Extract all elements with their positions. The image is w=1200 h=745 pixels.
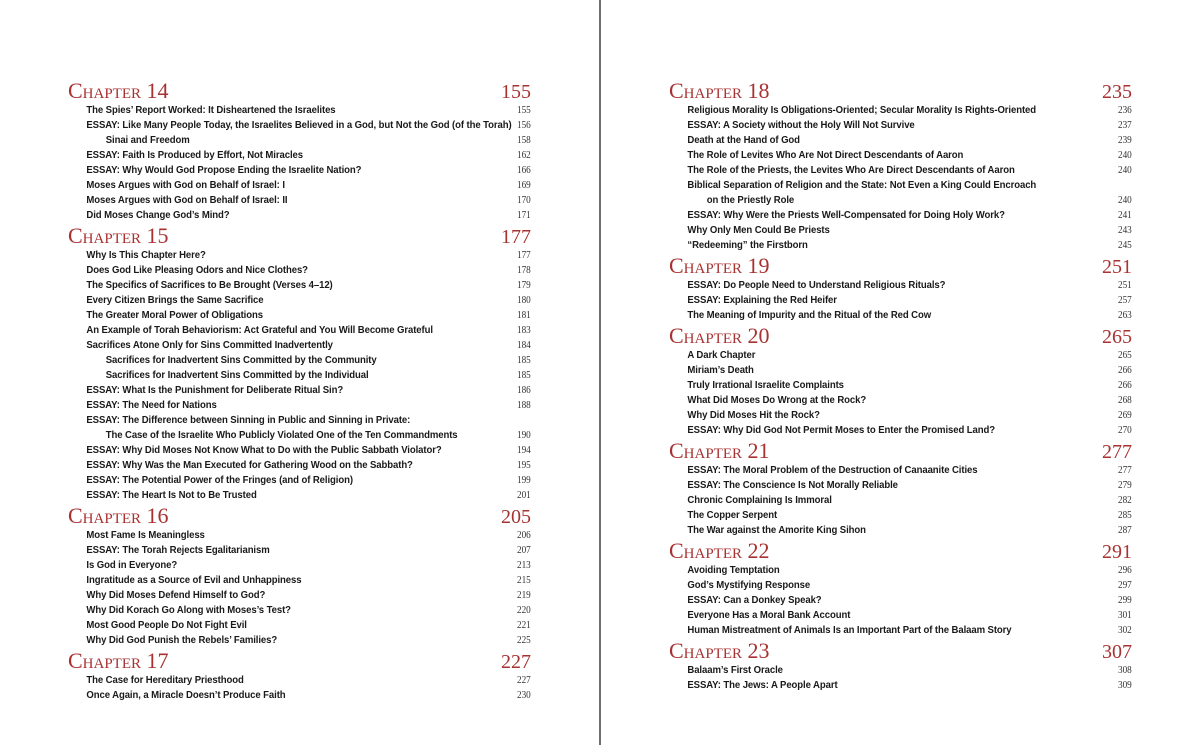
toc-entry-title: The Role of the Priests, the Levites Who Are Direct Descendants of Aaron [687, 165, 1015, 176]
toc-entry[interactable] [68, 323, 531, 338]
toc-entry[interactable] [68, 178, 531, 193]
right-page [601, 0, 1200, 745]
toc-entry[interactable] [669, 678, 1132, 693]
toc-entry-page: 309 [1118, 680, 1132, 691]
toc-entry-page: 166 [517, 165, 531, 176]
toc-entry-page: 190 [517, 430, 531, 441]
toc-entry-page: 219 [517, 590, 531, 601]
toc-entry-page: 243 [1118, 225, 1132, 236]
toc-entry-page: 270 [1118, 425, 1132, 436]
toc-entry-title: ESSAY: Why Were the Priests Well-Compensated for Doing Holy Work? [687, 210, 1005, 221]
toc-entry[interactable] [68, 588, 531, 603]
toc-entry-title: Balaam’s First Oracle [687, 665, 783, 676]
chapter-title: Chapter 16 [68, 503, 169, 528]
toc-entry-title: ESSAY: Why Would God Propose Ending the Israelite Nation? [86, 165, 362, 176]
toc-entry[interactable] [68, 398, 531, 413]
toc-entry-title: ESSAY: Why Did God Not Permit Moses to Enter the Promised Land? [687, 425, 995, 436]
toc-entry-title: The War against the Amorite King Sihon [687, 525, 866, 536]
toc-entry-title: Chronic Complaining Is Immoral [687, 495, 832, 506]
toc-entry[interactable] [669, 278, 1132, 293]
toc-entry-page: 257 [1118, 295, 1132, 306]
toc-entry-title: Why Did Korach Go Along with Moses’s Test? [86, 605, 291, 616]
toc-entry[interactable] [68, 603, 531, 618]
chapter-heading [68, 80, 531, 103]
toc-entry-page: 268 [1118, 395, 1132, 406]
toc-entry-page: 279 [1118, 480, 1132, 491]
toc-entry-title: Why Is This Chapter Here? [86, 250, 206, 261]
toc-entry[interactable] [669, 208, 1132, 223]
toc-entry-title: ESSAY: Faith Is Produced by Effort, Not Miracles [86, 150, 303, 161]
chapter-page-number: 251 [1102, 256, 1132, 278]
chapter-block [669, 325, 1132, 438]
toc-entry[interactable] [669, 508, 1132, 523]
toc-entry-page: 236 [1118, 105, 1132, 116]
toc-entry[interactable] [68, 688, 531, 703]
chapter-page-number: 177 [501, 226, 531, 248]
toc-entry-title: Moses Argues with God on Behalf of Israel: II [86, 195, 288, 206]
toc-entry-page: 213 [517, 560, 531, 571]
toc-entry[interactable] [68, 293, 531, 308]
chapter-block [68, 505, 531, 648]
toc-entry[interactable] [68, 338, 531, 353]
toc-entry-page: 180 [517, 295, 531, 306]
toc-entry[interactable] [669, 238, 1132, 253]
toc-entry-page: 287 [1118, 525, 1132, 536]
toc-entry-page: 221 [517, 620, 531, 631]
toc-entry[interactable] [669, 478, 1132, 493]
toc-entry-page: 301 [1118, 610, 1132, 621]
toc-entry-list [669, 278, 1132, 323]
toc-entry-title: ESSAY: The Potential Power of the Fringes (and of Religion) [86, 475, 353, 486]
toc-entry-title: ESSAY: Explaining the Red Heifer [687, 295, 837, 306]
toc-entry[interactable] [68, 163, 531, 178]
toc-entry-title: Religious Morality Is Obligations-Oriented; Secular Morality Is Rights-Oriented [687, 105, 1037, 116]
toc-entry[interactable] [669, 663, 1132, 678]
toc-entry[interactable] [669, 393, 1132, 408]
chapter-title: Chapter 17 [68, 648, 169, 673]
toc-entry[interactable] [68, 573, 531, 588]
toc-entry-title: ESSAY: The Need for Nations [86, 400, 217, 411]
toc-entry-page: 225 [517, 635, 531, 646]
toc-entry-page: 185 [517, 355, 531, 366]
toc-entry-title: Why Did God Punish the Rebels’ Families? [86, 635, 278, 646]
toc-entry[interactable] [68, 308, 531, 323]
toc-entry-page: 299 [1118, 595, 1132, 606]
toc-entry-title: Every Citizen Brings the Same Sacrifice [86, 295, 264, 306]
toc-entry[interactable] [669, 563, 1132, 578]
toc-entry-title: Miriam’s Death [687, 365, 754, 376]
toc-entry-list [669, 663, 1132, 693]
toc-entry-list [68, 528, 531, 648]
toc-entry-page: 169 [517, 180, 531, 191]
toc-entry-title: Sacrifices Atone Only for Sins Committed Inadvertently [86, 340, 333, 351]
toc-entry-page: 188 [517, 400, 531, 411]
toc-entry-title: ESSAY: The Moral Problem of the Destruction of Canaanite Cities [687, 465, 978, 476]
chapter-title: Chapter 23 [669, 638, 770, 663]
toc-entry[interactable] [68, 673, 531, 688]
toc-entry-title: “Redeeming” the Firstborn [687, 240, 808, 251]
toc-entry-title: Biblical Separation of Religion and the State: Not Even a King Could Encroach [687, 180, 1037, 191]
chapter-page-number: 307 [1102, 641, 1132, 663]
toc-entry-page: 282 [1118, 495, 1132, 506]
chapter-heading [669, 255, 1132, 278]
toc-entry-title: The Greater Moral Power of Obligations [86, 310, 263, 321]
toc-entry-page: 199 [517, 475, 531, 486]
toc-entry-title: ESSAY: What Is the Punishment for Deliberate Ritual Sin? [86, 385, 344, 396]
toc-entry[interactable] [669, 348, 1132, 363]
toc-entry[interactable] [669, 493, 1132, 508]
toc-entry-title: ESSAY: The Conscience Is Not Morally Reliable [687, 480, 898, 491]
chapter-block [669, 540, 1132, 638]
chapter-block [68, 650, 531, 703]
toc-entry-title: Avoiding Temptation [687, 565, 780, 576]
chapter-block [669, 440, 1132, 538]
toc-entry-title: Sacrifices for Inadvertent Sins Committed by the Community [105, 355, 377, 366]
toc-entry-title: What Did Moses Do Wrong at the Rock? [687, 395, 867, 406]
chapter-title: Chapter 22 [669, 538, 770, 563]
toc-entry[interactable] [68, 383, 531, 398]
toc-entry[interactable] [669, 148, 1132, 163]
toc-entry-list [669, 463, 1132, 538]
chapter-heading [669, 80, 1132, 103]
toc-entry-title: Sinai and Freedom [105, 135, 190, 146]
toc-entry-page: 206 [517, 530, 531, 541]
toc-entry-title: Is God in Everyone? [86, 560, 178, 571]
toc-entry-title: God’s Mystifying Response [687, 580, 811, 591]
toc-entry-page: 265 [1118, 350, 1132, 361]
chapter-block [669, 80, 1132, 253]
toc-entry-page: 184 [517, 340, 531, 351]
toc-entry[interactable] [68, 528, 531, 543]
toc-entry-title: ESSAY: The Heart Is Not to Be Trusted [86, 490, 257, 501]
toc-entry[interactable] [68, 248, 531, 263]
toc-entry-page: 185 [517, 370, 531, 381]
toc-entry[interactable] [669, 103, 1132, 118]
toc-entry-page: 277 [1118, 465, 1132, 476]
chapter-page-number: 291 [1102, 541, 1132, 563]
toc-entry[interactable] [669, 133, 1132, 148]
toc-entry[interactable] [669, 523, 1132, 538]
toc-entry-title: Did Moses Change God’s Mind? [86, 210, 230, 221]
chapter-title: Chapter 19 [669, 253, 770, 278]
chapter-heading [68, 225, 531, 248]
toc-entry-page: 240 [1118, 150, 1132, 161]
toc-entry-page: 227 [517, 675, 531, 686]
toc-entry-title: The Copper Serpent [687, 510, 778, 521]
toc-entry[interactable] [68, 428, 531, 443]
chapter-heading [68, 505, 531, 528]
toc-entry-page: 220 [517, 605, 531, 616]
toc-entry[interactable] [68, 148, 531, 163]
toc-entry-title: Truly Irrational Israelite Complaints [687, 380, 844, 391]
chapter-heading [669, 540, 1132, 563]
toc-entry-list [68, 673, 531, 703]
toc-entry-page: 201 [517, 490, 531, 501]
toc-entry-title: Ingratitude as a Source of Evil and Unhappiness [86, 575, 302, 586]
toc-entry[interactable] [68, 278, 531, 293]
chapter-page-number: 277 [1102, 441, 1132, 463]
toc-entry-page: 297 [1118, 580, 1132, 591]
toc-entry-list [68, 248, 531, 503]
toc-entry-title: Human Mistreatment of Animals Is an Important Part of the Balaam Story [687, 625, 1012, 636]
toc-entry-page: 269 [1118, 410, 1132, 421]
toc-entry-page: 245 [1118, 240, 1132, 251]
chapter-heading [669, 640, 1132, 663]
toc-entry-title: ESSAY: Do People Need to Understand Religious Rituals? [687, 280, 946, 291]
toc-entry-title: Once Again, a Miracle Doesn’t Produce Faith [86, 690, 286, 701]
toc-entry[interactable] [68, 633, 531, 648]
toc-entry[interactable] [68, 473, 531, 488]
toc-entry-page: 207 [517, 545, 531, 556]
toc-entry[interactable] [669, 118, 1132, 133]
chapter-title: Chapter 15 [68, 223, 169, 248]
toc-entry-page: 251 [1118, 280, 1132, 291]
toc-entry[interactable] [68, 443, 531, 458]
toc-entry-page: 215 [517, 575, 531, 586]
toc-entry-title: Why Only Men Could Be Priests [687, 225, 830, 236]
toc-entry-page: 179 [517, 280, 531, 291]
toc-entry[interactable] [68, 488, 531, 503]
toc-entry-title: An Example of Torah Behaviorism: Act Grateful and You Will Become Grateful [86, 325, 433, 336]
toc-entry-page: 240 [1118, 165, 1132, 176]
chapter-title: Chapter 18 [669, 78, 770, 103]
toc-entry[interactable] [68, 458, 531, 473]
toc-entry-page: 241 [1118, 210, 1132, 221]
toc-entry-title: ESSAY: The Torah Rejects Egalitarianism [86, 545, 270, 556]
toc-entry-title: ESSAY: The Jews: A People Apart [687, 680, 838, 691]
toc-entry-page: 170 [517, 195, 531, 206]
toc-entry[interactable] [669, 593, 1132, 608]
toc-entry[interactable] [68, 103, 531, 118]
chapter-block [68, 80, 531, 223]
toc-entry-page: 285 [1118, 510, 1132, 521]
toc-entry-page: 230 [517, 690, 531, 701]
chapter-heading [669, 325, 1132, 348]
toc-entry-title: Most Good People Do Not Fight Evil [86, 620, 247, 631]
toc-entry[interactable] [669, 378, 1132, 393]
toc-entry-title: The Role of Levites Who Are Not Direct Descendants of Aaron [687, 150, 964, 161]
toc-entry-page: 302 [1118, 625, 1132, 636]
toc-entry-page: 263 [1118, 310, 1132, 321]
toc-entry-title: ESSAY: Can a Donkey Speak? [687, 595, 822, 606]
toc-entry-page: 240 [1118, 195, 1132, 206]
toc-entry-title: The Case of the Israelite Who Publicly Violated One of the Ten Commandments [105, 430, 458, 441]
toc-entry-page: 171 [517, 210, 531, 221]
toc-entry-page: 155 [517, 105, 531, 116]
toc-entry[interactable] [68, 133, 531, 148]
toc-entry-list [669, 348, 1132, 438]
toc-entry-page: 239 [1118, 135, 1132, 146]
toc-entry[interactable] [68, 543, 531, 558]
toc-entry[interactable] [669, 623, 1132, 638]
toc-entry-page: 186 [517, 385, 531, 396]
toc-entry-page: 195 [517, 460, 531, 471]
left-toc-column [68, 80, 531, 705]
toc-entry-page: 183 [517, 325, 531, 336]
toc-entry-title: Most Fame Is Meaningless [86, 530, 205, 541]
toc-entry-title: A Dark Chapter [687, 350, 756, 361]
toc-entry[interactable] [68, 558, 531, 573]
toc-entry[interactable] [669, 423, 1132, 438]
chapter-page-number: 205 [501, 506, 531, 528]
toc-entry[interactable] [68, 208, 531, 223]
right-toc-column [669, 80, 1132, 695]
toc-entry-title: ESSAY: Why Was the Man Executed for Gathering Wood on the Sabbath? [86, 460, 413, 471]
toc-entry[interactable] [68, 368, 531, 383]
toc-entry[interactable] [669, 408, 1132, 423]
toc-entry-page: 194 [517, 445, 531, 456]
toc-entry-title: Moses Argues with God on Behalf of Israel: I [86, 180, 285, 191]
toc-entry[interactable] [68, 353, 531, 368]
chapter-page-number: 265 [1102, 326, 1132, 348]
toc-entry[interactable] [669, 608, 1132, 623]
toc-entry-title: Why Did Moses Defend Himself to God? [86, 590, 266, 601]
toc-entry[interactable] [68, 193, 531, 208]
toc-entry-title: Why Did Moses Hit the Rock? [687, 410, 820, 421]
toc-entry-page: 266 [1118, 365, 1132, 376]
toc-entry-page: 237 [1118, 120, 1132, 131]
toc-entry-title: ESSAY: Why Did Moses Not Know What to Do with the Public Sabbath Violator? [86, 445, 442, 456]
chapter-heading [68, 650, 531, 673]
toc-entry-page: 162 [517, 150, 531, 161]
toc-entry[interactable] [669, 293, 1132, 308]
chapter-block [669, 255, 1132, 323]
toc-entry-title: Death at the Hand of God [687, 135, 800, 146]
chapter-heading [669, 440, 1132, 463]
toc-entry[interactable] [669, 363, 1132, 378]
toc-entry[interactable] [669, 223, 1132, 238]
chapter-page-number: 155 [501, 81, 531, 103]
chapter-page-number: 227 [501, 651, 531, 673]
toc-entry-title: ESSAY: Like Many People Today, the Israelites Believed in a God, but Not the God (of the Torah) [86, 120, 512, 131]
toc-entry[interactable] [68, 118, 531, 133]
toc-entry[interactable] [669, 578, 1132, 593]
toc-entry-list [669, 563, 1132, 638]
toc-entry-title: on the Priestly Role [706, 195, 795, 206]
toc-entry[interactable] [669, 163, 1132, 178]
toc-entry[interactable] [669, 463, 1132, 478]
toc-entry-list [68, 103, 531, 223]
toc-entry-title: The Meaning of Impurity and the Ritual of the Red Cow [687, 310, 932, 321]
toc-entry[interactable] [68, 413, 531, 428]
toc-entry-title: ESSAY: A Society without the Holy Will Not Survive [687, 120, 915, 131]
toc-entry-title: Does God Like Pleasing Odors and Nice Clothes? [86, 265, 308, 276]
toc-entry-page: 181 [517, 310, 531, 321]
chapter-title: Chapter 20 [669, 323, 770, 348]
toc-entry-title: Everyone Has a Moral Bank Account [687, 610, 851, 621]
toc-entry-page: 296 [1118, 565, 1132, 576]
chapter-page-number: 235 [1102, 81, 1132, 103]
toc-entry-list [669, 103, 1132, 253]
toc-entry-page: 156 [517, 120, 531, 131]
toc-entry[interactable] [68, 263, 531, 278]
toc-entry-page: 158 [517, 135, 531, 146]
chapter-title: Chapter 14 [68, 78, 169, 103]
toc-entry-title: Sacrifices for Inadvertent Sins Committed by the Individual [105, 370, 369, 381]
toc-entry[interactable] [669, 193, 1132, 208]
toc-entry[interactable] [669, 178, 1132, 193]
toc-entry-page: 178 [517, 265, 531, 276]
toc-entry-title: The Specifics of Sacrifices to Be Brought (Verses 4–12) [86, 280, 333, 291]
left-page [0, 0, 599, 745]
toc-entry-title: The Spies’ Report Worked: It Disheartened the Israelites [86, 105, 336, 116]
toc-entry-page: 177 [517, 250, 531, 261]
toc-entry-page: 308 [1118, 665, 1132, 676]
chapter-title: Chapter 21 [669, 438, 770, 463]
toc-entry-title: The Case for Hereditary Priesthood [86, 675, 244, 686]
toc-entry[interactable] [68, 618, 531, 633]
toc-entry-title: ESSAY: The Difference between Sinning in Public and Sinning in Private: [86, 415, 411, 426]
chapter-block [669, 640, 1132, 693]
chapter-block [68, 225, 531, 503]
toc-entry[interactable] [669, 308, 1132, 323]
toc-entry-page: 266 [1118, 380, 1132, 391]
